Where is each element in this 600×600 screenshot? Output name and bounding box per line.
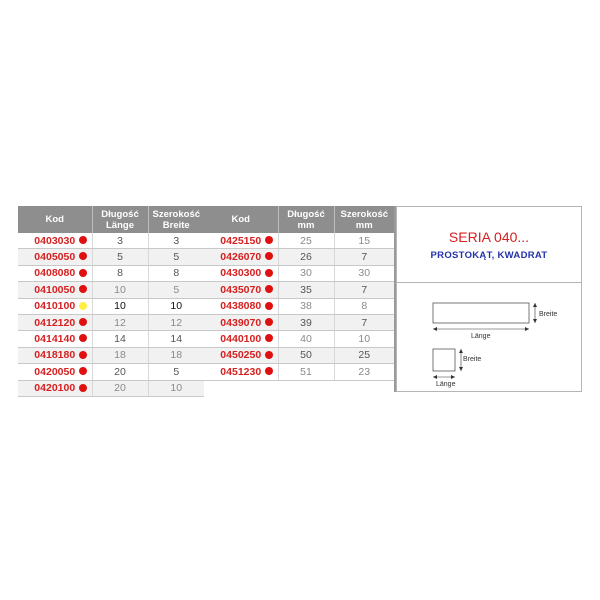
series-title: SERIA 040... [448,229,530,245]
yellow-dot-icon [79,302,87,310]
length-value: 30 [278,265,334,281]
arrow-up-icon [533,303,537,307]
square-shape [433,349,455,371]
width-value: 7 [334,282,394,298]
product-code [204,249,278,265]
product-code [204,364,278,380]
length-value: 26 [278,249,334,265]
product-code-text: 0440100 [220,333,262,346]
width-value: 10 [148,380,204,396]
arrow-down-icon [459,367,463,371]
length-value: 3 [92,233,148,249]
series-info-box [396,206,582,392]
length-value: 20 [92,380,148,396]
length-value: 12 [92,314,148,330]
product-code [18,347,92,363]
product-code-text: 0438080 [220,300,262,313]
red-dot-icon [79,252,87,260]
width-value: 10 [148,298,204,314]
table-row [18,265,204,281]
length-value: 5 [92,249,148,265]
table-row [204,265,394,281]
table-row [18,233,204,249]
table-row [204,347,394,363]
arrow-right-icon [525,327,529,331]
length-value: 18 [92,347,148,363]
product-code-text: 0412120 [34,316,76,329]
table-row [204,233,394,249]
width-value: 25 [334,347,394,363]
table-row [18,282,204,298]
length-value: 25 [278,233,334,249]
width-value: 23 [334,364,394,380]
table-row [18,331,204,347]
length-value: 35 [278,282,334,298]
width-value: 8 [148,265,204,281]
length-value: 10 [92,298,148,314]
length-value: 14 [92,331,148,347]
product-sheet [18,206,582,395]
product-code-text: 0403030 [34,234,76,247]
table-row [204,331,394,347]
dimension-diagram [397,283,583,393]
product-code-text: 0450250 [220,349,262,362]
red-dot-icon [265,367,273,375]
product-table-2 [204,206,394,381]
arrow-left-icon [433,327,437,331]
table-row [204,249,394,265]
length-value: 38 [278,298,334,314]
product-code [18,314,92,330]
product-code [18,282,92,298]
red-dot-icon [265,302,273,310]
red-dot-icon [265,318,273,326]
rectangle-shape [433,303,529,323]
product-code [204,298,278,314]
red-dot-icon [79,269,87,277]
product-code-text: 0430300 [220,267,262,280]
red-dot-icon [265,269,273,277]
length-value: 51 [278,364,334,380]
product-code [18,298,92,314]
product-code [204,233,278,249]
header-width: Szerokość Breite [148,206,204,233]
arrow-down-icon [533,319,537,323]
product-code [204,282,278,298]
red-dot-icon [265,334,273,342]
header-length: Długość Länge [92,206,148,233]
arrow-left-icon [433,375,437,379]
table-row [204,298,394,314]
red-dot-icon [79,367,87,375]
arrow-up-icon [459,349,463,353]
square-length-label: Länge [436,381,456,388]
length-value: 50 [278,347,334,363]
width-value: 10 [334,331,394,347]
product-code [18,265,92,281]
red-dot-icon [265,351,273,359]
header-width-mm: Szerokość mm [334,206,394,233]
product-code-text: 0405050 [34,251,76,264]
product-table-1 [18,206,204,397]
red-dot-icon [79,351,87,359]
product-code-text: 0425150 [220,234,262,247]
arrow-right-icon [451,375,455,379]
width-value: 5 [148,249,204,265]
header-code: Kod [18,206,92,233]
square-width-label: Breite [463,356,482,363]
product-code [204,347,278,363]
rect-length-label: Länge [471,333,491,340]
header-code: Kod [204,206,278,233]
table-row [18,314,204,330]
table-row [18,380,204,396]
product-code-text: 0420050 [34,365,76,378]
length-value: 8 [92,265,148,281]
product-code [18,380,92,396]
product-code-text: 0439070 [220,316,262,329]
width-value: 3 [148,233,204,249]
product-code-text: 0410050 [34,283,76,296]
red-dot-icon [265,236,273,244]
width-value: 15 [334,233,394,249]
length-value: 20 [92,364,148,380]
series-subtitle: PROSTOKĄT, KWADRAT [430,250,548,261]
product-code [204,331,278,347]
header-length-mm: Długość mm [278,206,334,233]
red-dot-icon [79,236,87,244]
table-row [204,364,394,380]
width-value: 12 [148,314,204,330]
product-code [18,331,92,347]
table-row [18,249,204,265]
red-dot-icon [265,252,273,260]
product-code-text: 0426070 [220,251,262,264]
red-dot-icon [79,285,87,293]
product-code-text: 0414140 [34,333,76,346]
product-code-text: 0408080 [34,267,76,280]
product-code-text: 0410100 [34,300,76,313]
red-dot-icon [79,318,87,326]
width-value: 5 [148,282,204,298]
red-dot-icon [265,285,273,293]
product-code [18,249,92,265]
table-row [18,347,204,363]
product-code-text: 0418180 [34,349,76,362]
width-value: 7 [334,314,394,330]
width-value: 30 [334,265,394,281]
red-dot-icon [79,334,87,342]
length-value: 40 [278,331,334,347]
rect-width-label: Breite [539,311,558,318]
product-code [18,364,92,380]
width-value: 14 [148,331,204,347]
width-value: 7 [334,249,394,265]
length-value: 10 [92,282,148,298]
width-value: 8 [334,298,394,314]
length-value: 39 [278,314,334,330]
table-row [204,314,394,330]
product-code-text: 0420100 [34,382,76,395]
product-code [18,233,92,249]
width-value: 18 [148,347,204,363]
product-code [204,265,278,281]
product-code [204,314,278,330]
table-row [18,364,204,380]
table-row [18,298,204,314]
product-code-text: 0451230 [220,365,262,378]
width-value: 5 [148,364,204,380]
product-code-text: 0435070 [220,283,262,296]
table-row [204,282,394,298]
red-dot-icon [79,384,87,392]
